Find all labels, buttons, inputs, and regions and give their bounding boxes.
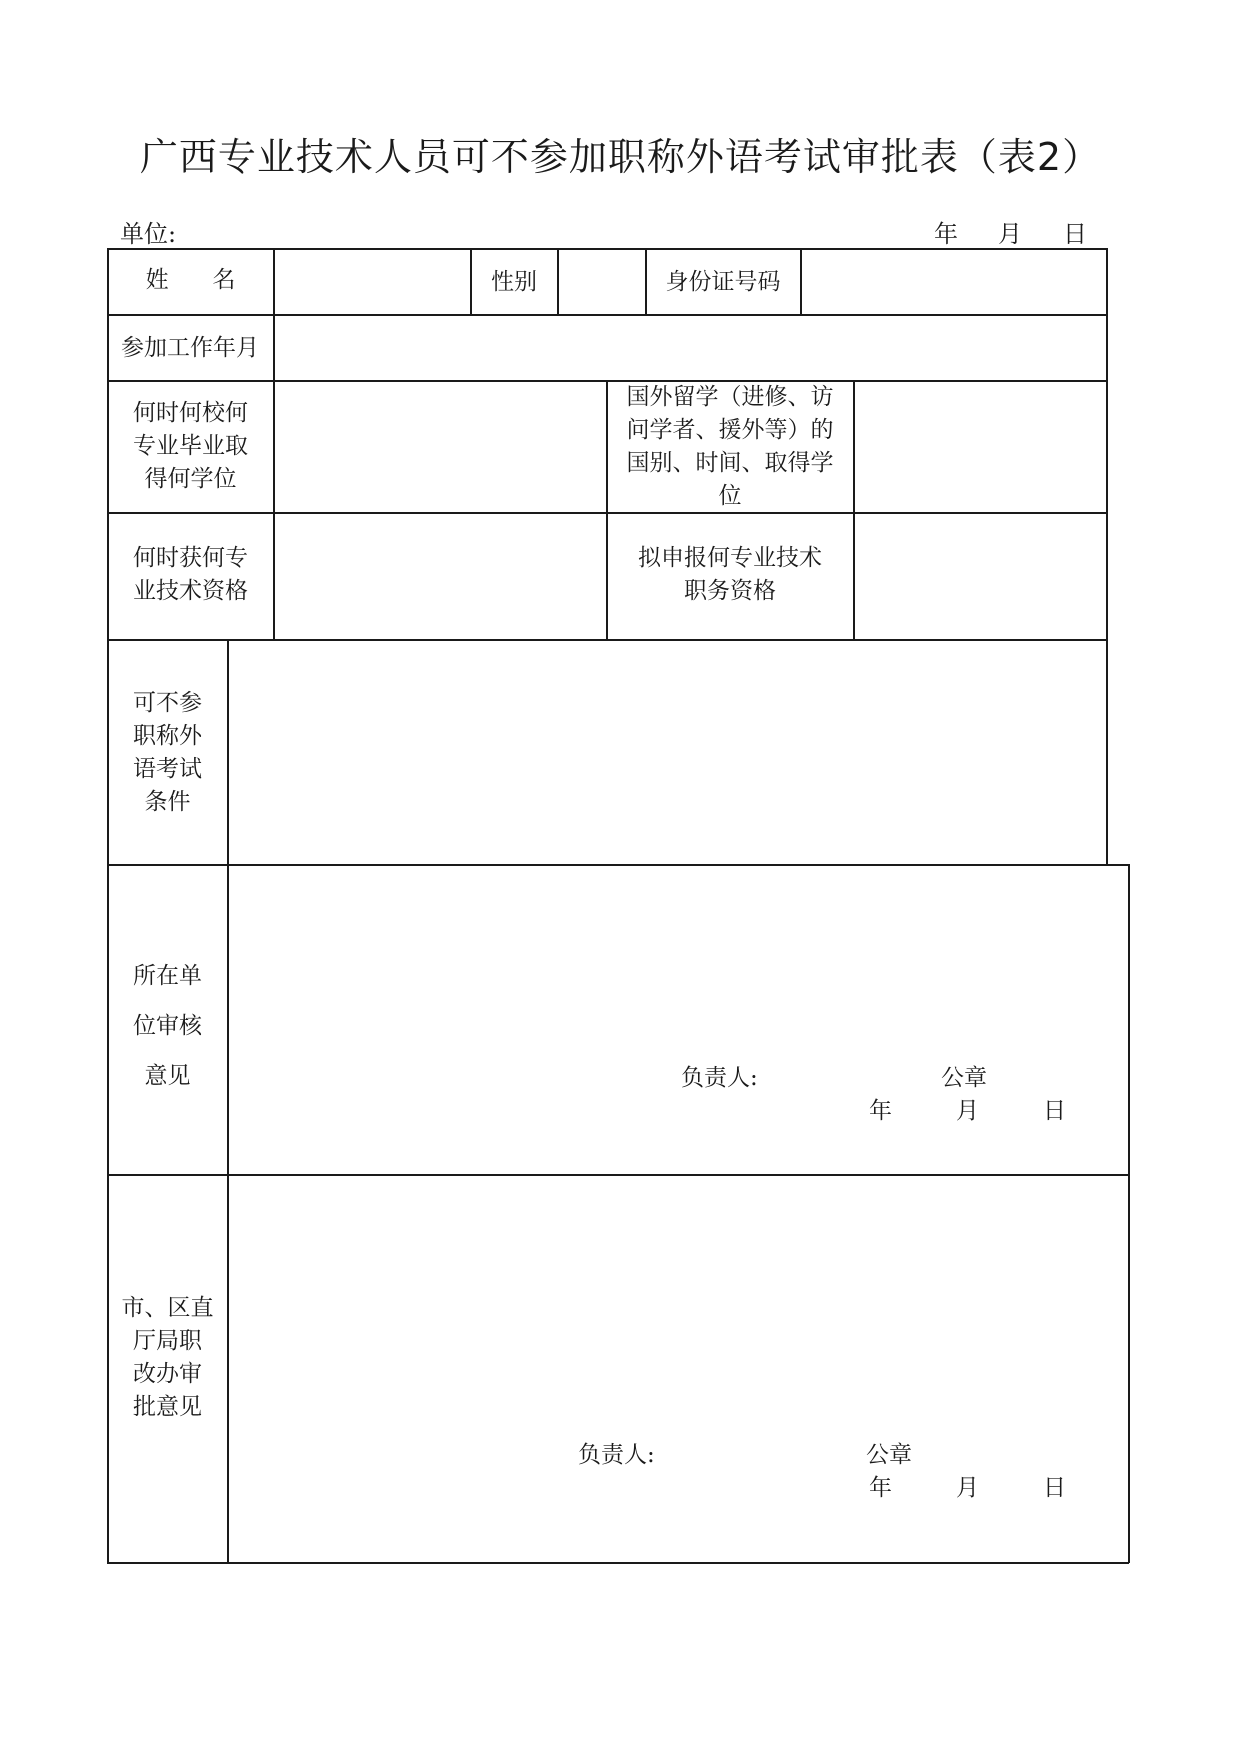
rule [107,314,1107,316]
unit-month: 月 [956,1098,979,1124]
work-start-label: 参加工作年月 [121,335,259,361]
rule [1106,248,1108,865]
rule [107,1562,1129,1564]
unit-review-label: 所在单 位审核 意见 [133,963,202,1089]
gender-label: 性别 [491,269,537,295]
rule [273,248,275,640]
approval-day: 日 [1043,1475,1066,1501]
apply-title-label: 拟申报何专业技术 职务资格 [638,545,822,604]
rule [227,639,229,1563]
header-day: 日 [1063,220,1087,248]
unit-label: 单位: [120,220,177,248]
page-title: 广西专业技术人员可不参加职称外语考试审批表（表2） [139,135,1102,179]
education-label: 何时何校何 专业毕业取 得何学位 [133,400,248,492]
unit-responsible-label: 负责人: [681,1065,758,1091]
qualification-label: 何时获何专 业技术资格 [133,545,248,604]
header-year: 年 [934,220,958,248]
unit-seal-label: 公章 [941,1065,987,1091]
rule [107,248,1107,250]
unit-day: 日 [1043,1098,1066,1124]
exempt-conditions-label: 可不参 职称外 语考试 条件 [133,690,202,815]
name-label: 姓 名 [145,267,236,293]
approval-year: 年 [869,1475,892,1501]
rule [107,864,1129,866]
rule [853,380,855,640]
approval-seal-label: 公章 [866,1442,912,1468]
approval-month: 月 [956,1475,979,1501]
rule [557,248,559,315]
abroad-study-label: 国外留学（进修、访 问学者、援外等）的 国别、时间、取得学 位 [626,384,834,509]
header-month: 月 [998,220,1022,248]
unit-year: 年 [869,1098,892,1124]
approval-responsible-label: 负责人: [578,1442,655,1468]
rule [1128,864,1130,1563]
approval-label: 市、区直 厅局职 改办审 批意见 [121,1295,214,1420]
rule [107,1174,1129,1176]
rule [800,248,802,315]
id-number-label: 身份证号码 [665,269,781,295]
